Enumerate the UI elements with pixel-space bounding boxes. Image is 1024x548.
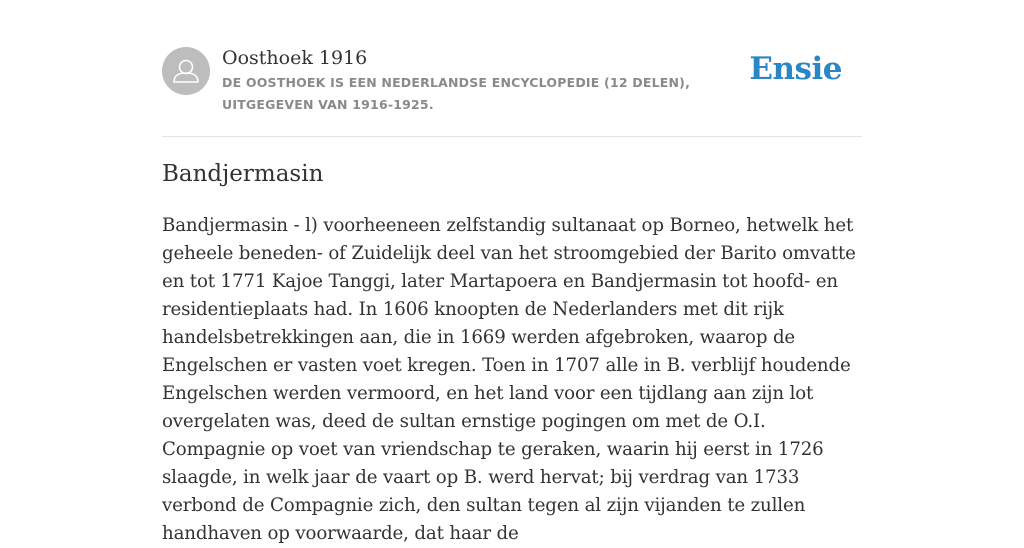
source-description: DE OOSTHOEK IS EEN NEDERLANDSE ENCYCLOPEDIE (12 DELEN), UITGEGEVEN VAN 1916-1925. bbox=[222, 75, 691, 112]
avatar[interactable] bbox=[162, 47, 210, 95]
entry-title: Bandjermasin bbox=[162, 161, 324, 187]
source-title[interactable]: Oosthoek 1916 bbox=[222, 47, 368, 69]
user-icon bbox=[162, 47, 210, 95]
source-header bbox=[162, 44, 862, 137]
entry-body: Bandjermasin - l) voorheeneen zelfstandig sultanaat op Borneo, hetwelk het geheele beneden- of Zuidelijk deel van het stroomgebied der Barito omvatte en tot 1771 Kajoe Tanggi, later Martapoera en Bandjermasin tot hoofd- en residentieplaats had. In 1606 knoopten de Nederlanders met dit rijk handelsbetrekkingen aan, die in 1669 werden afgebroken, waarop de Engelschen er vasten voet kregen. Toen in 1707 alle in B. verblijf houdende Engelschen werden vermoord, en het land voor een tijdlang aan zijn lot overgelaten was, deed de sultan ernstige pogingen om met de O.I. Compagnie op voet van vriendschap te geraken, waarin hij eerst in 1726 slaagde, in welk jaar de vaart op B. werd hervat; bij verdrag van 1733 verbond de Compagnie zich, den sultan tegen al zijn vijanden te zullen handhaven op voorwaarde, dat haar de bbox=[162, 215, 856, 544]
ensie-logo[interactable]: Ensie bbox=[749, 51, 842, 87]
